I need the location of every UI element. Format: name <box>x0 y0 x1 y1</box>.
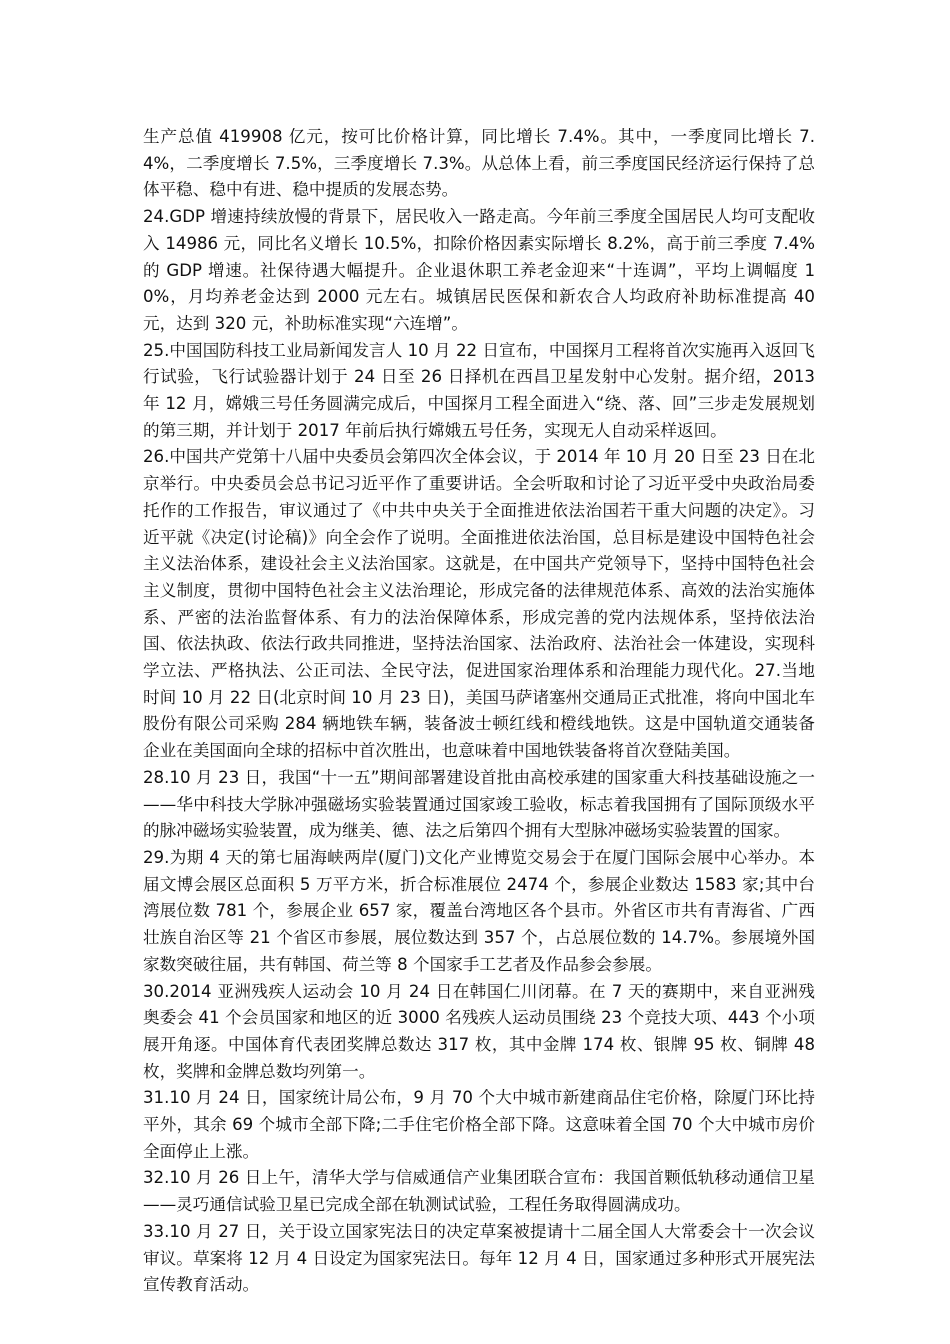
paragraph-item-32: 32.10 月 26 日上午，清华大学与信威通信产业集团联合宣布：我国首颗低轨移动通信卫星——灵巧通信试验卫星已完成全部在轨测试试验，工程任务取得圆满成功。 <box>143 1168 815 1215</box>
paragraph-item-31: 31.10 月 24 日，国家统计局公布，9 月 70 个大中城市新建商品住宅价格，除厦门环比持平外，其余 69 个城市全部下降;二手住宅价格全部下降。这意味着全国 70 个大中城市房价全面停止上涨。 <box>143 1088 815 1161</box>
paragraph-item-24: 24.GDP 增速持续放慢的背景下，居民收入一路走高。今年前三季度全国居民人均可支配收入 14986 元，同比名义增长 10.5%，扣除价格因素实际增长 8.2%，高于前三季度 7.4%的 GDP 增速。社保待遇大幅提升。企业退休职工养老金迎来“十连调”，平均上调幅度 10%，月均养老金达到 2000 元左右。城镇居民医保和新农合人均政府补助标准提高 40 元，达到 320 元，补助标准实现“六连增”。 <box>143 207 815 333</box>
paragraph-item-25: 25.中国国防科技工业局新闻发言人 10 月 22 日宣布，中国探月工程将首次实施再入返回飞行试验，飞行试验器计划于 24 日至 26 日择机在西昌卫星发射中心发射。据介绍，2013 年 12 月，嫦娥三号任务圆满完成后，中国探月工程全面进入“绕、落、回”三步走发展规划的第三期，并计划于 2017 年前后执行嫦娥五号任务，实现无人自动采样返回。 <box>143 340 815 440</box>
paragraph-item-30: 30.2014 亚洲残疾人运动会 10 月 24 日在韩国仁川闭幕。在 7 天的赛期中，来自亚洲残奥委会 41 个会员国家和地区的近 3000 名残疾人运动员围绕 23 个竞技大项、443 个小项展开角逐。中国体育代表团奖牌总数达 317 枚，其中金牌 174 枚、银牌 95 枚、铜牌 48 枚，奖牌和金牌总数均列第一。 <box>143 981 815 1081</box>
paragraph-item-26-27: 26.中国共产党第十八届中央委员会第四次全体会议，于 2014 年 10 月 20 日至 23 日在北京举行。中央委员会总书记习近平作了重要讲话。全会听取和讨论了习近平受中央政治局委托作的工作报告，审议通过了《中共中央关于全面推进依法治国若干重大问题的决定》。习近平就《决定(讨论稿)》向全会作了说明。全面推进依法治国，总目标是建设中国特色社会主义法治体系，建设社会主义法治国家。这就是，在中国共产党领导下，坚持中国特色社会主义制度，贯彻中国特色社会主义法治理论，形成完备的法律规范体系、高效的法治实施体系、严密的法治监督体系、有力的法治保障体系，形成完善的党内法规体系，坚持依法治国、依法执政、依法行政共同推进，坚持法治国家、法治政府、法治社会一体建设，实现科学立法、严格执法、公正司法、全民守法，促进国家治理体系和治理能力现代化。27.当地时间 10 月 22 日(北京时间 10 月 23 日)，美国马萨诸塞州交通局正式批准，将向中国北车股份有限公司采购 284 辆地铁车辆，装备波士顿红线和橙线地铁。这是中国轨道交通装备企业在美国面向全球的招标中首次胜出，也意味着中国地铁装备将首次登陆美国。 <box>143 447 815 761</box>
paragraph-item-29: 29.为期 4 天的第七届海峡两岸(厦门)文化产业博览交易会于在厦门国际会展中心举办。本届文博会展区总面积 5 万平方米，折合标准展位 2474 个，参展企业数达 1583 家;其中台湾展位数 781 个，参展企业 657 家，覆盖台湾地区各个县市。外省区市共有青海省、广西壮族自治区等 21 个省区市参展，展位数达到 357 个，占总展位数的 14.7%。参展境外国家数突破往届，共有韩国、荷兰等 8 个国家手工艺者及作品参会参展。 <box>143 847 815 974</box>
paragraph-item-33: 33.10 月 27 日，关于设立国家宪法日的决定草案被提请十二届全国人大常委会十一次会议审议。草案将 12 月 4 日设定为国家宪法日。每年 12 月 4 日，国家通过多种形式开展宪法宣传教育活动。 <box>143 1221 815 1295</box>
paragraph-gdp-total: 生产总值 419908 亿元，按可比价格计算，同比增长 7.4%。其中，一季度同比增长 7.4%，二季度增长 7.5%，三季度增长 7.3%。从总体上看，前三季度国民经济运行保持了总体平稳、稳中有进、稳中提质的发展态势。 <box>143 127 815 200</box>
paragraph-item-28: 28.10 月 23 日，我国“十一五”期间部署建设首批由高校承建的国家重大科技基础设施之一——华中科技大学脉冲强磁场实验装置通过国家竣工验收，标志着我国拥有了国际顶级水平的脉冲磁场实验装置，成为继美、德、法之后第四个拥有大型脉冲磁场实验装置的国家。 <box>143 767 815 841</box>
document-body <box>143 124 815 1299</box>
